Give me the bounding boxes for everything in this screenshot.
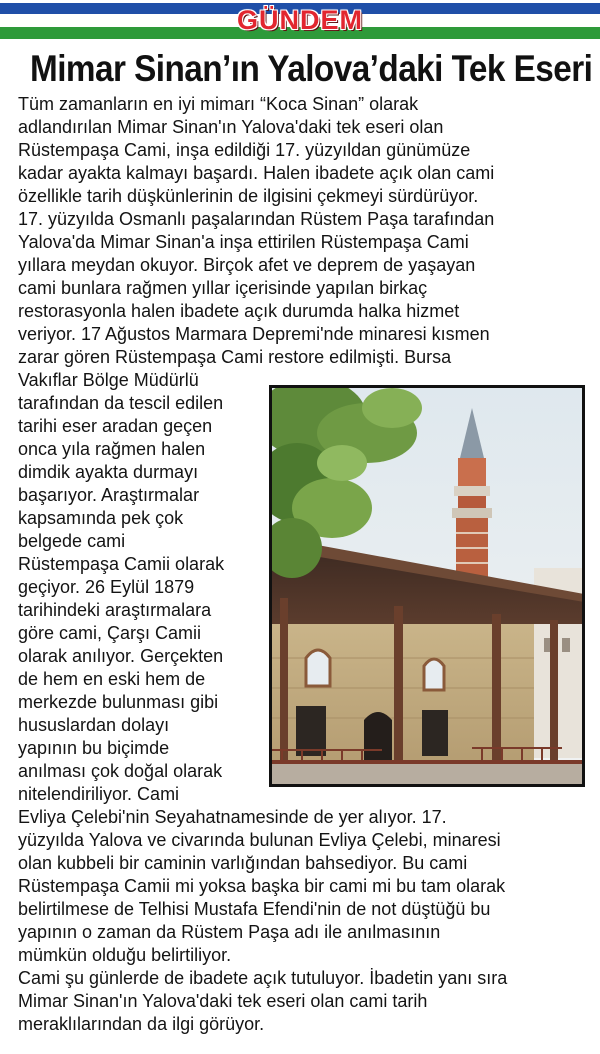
article-line: belirtilmese de Telhisi Mustafa Efendi'nin de not düştüğü bu xyxy=(18,899,491,919)
arched-window xyxy=(424,659,444,690)
mosque-photo xyxy=(269,385,585,787)
article-line: de hem en eski hem de xyxy=(18,669,206,689)
article-line: veriyor. 17 Ağustos Marmara Depremi'nde minaresi kısmen xyxy=(18,324,490,344)
article-title: Mimar Sinan’ın Yalova’daki Tek Eseri xyxy=(30,48,593,89)
article-line: dimdik ayakta durmayı xyxy=(18,462,199,482)
article-line: Mimar Sinan'ın Yalova'daki tek eseri olan cami tarih xyxy=(18,991,428,1011)
article-line: olarak anılıyor. Gerçekten xyxy=(18,646,224,666)
article-line: Yalova'da Mimar Sinan'a inşa ettirilen Rüstempaşa Cami xyxy=(18,232,469,252)
article-line: 17. yüzyılda Osmanlı paşalarından Rüstem Paşa tarafından xyxy=(18,209,495,229)
article-line: restorasyonla halen ibadete açık durumda halka hizmet xyxy=(18,301,460,321)
lower-window xyxy=(422,710,448,756)
ground xyxy=(272,764,582,784)
article-line: Rüstempaşa Camii olarak xyxy=(18,554,225,574)
article-line: merkezde bulunması gibi xyxy=(18,692,219,712)
article-line: zarar gören Rüstempaşa Cami restore edilmişti. Bursa xyxy=(18,347,452,367)
article-line: geçiyor. 26 Eylül 1879 xyxy=(18,577,195,597)
article-line: cami bunlara rağmen yıllar içerisinde yapılan birkaç xyxy=(18,278,428,298)
article-line: hususlardan dolayı xyxy=(18,715,170,735)
article-line: kapsamında pek çok xyxy=(18,508,184,528)
article-line: Tüm zamanların en iyi mimarı “Koca Sinan” olarak xyxy=(18,94,419,114)
section-label: GÜNDEM xyxy=(237,5,363,35)
article-line: meraklılarından da ilgi görüyor. xyxy=(18,1014,265,1034)
mosque-door xyxy=(364,712,392,760)
article-line: anılması çok doğal olarak xyxy=(18,761,223,781)
article-line: tarafından da tescil edilen xyxy=(18,393,224,413)
article-line: belgede cami xyxy=(18,531,126,551)
mosque-illustration xyxy=(272,388,582,784)
article-line: nitelendiriliyor. Cami xyxy=(18,784,180,804)
section-header-band xyxy=(0,0,600,40)
article-line: onca yıla rağmen halen xyxy=(18,439,206,459)
column xyxy=(550,620,558,774)
article-line: göre cami, Çarşı Camii xyxy=(18,623,202,643)
article-line: yıllara meydan okuyor. Birçok afet ve deprem de yaşayan xyxy=(18,255,476,275)
column xyxy=(280,598,288,774)
article-line: Vakıflar Bölge Müdürlü xyxy=(18,370,199,390)
article-line: yapının o zaman da Rüstem Paşa adı ile anılmasının xyxy=(18,922,441,942)
article-line: Rüstempaşa Cami, inşa edildiği 17. yüzyıldan günümüze xyxy=(18,140,471,160)
column xyxy=(492,614,501,774)
article-line: Evliya Çelebi'nin Seyahatnamesinde de yer alıyor. 17. xyxy=(18,807,447,827)
lower-window xyxy=(296,706,326,756)
article-line: başarıyor. Araştırmalar xyxy=(18,485,200,505)
article-line: tarihindeki araştırmalara xyxy=(18,600,212,620)
arched-window xyxy=(306,650,330,686)
article-line: mümkün olduğu belirtiliyor. xyxy=(18,945,232,965)
article-line: adlandırılan Mimar Sinan'ın Yalova'daki tek eseri olan xyxy=(18,117,444,137)
article-line: yapının bu biçimde xyxy=(18,738,170,758)
article-line: Cami şu günlerde de ibadete açık tutuluyor. İbadetin yanı sıra xyxy=(18,968,508,988)
article-line: kadar ayakta kalmayı başardı. Halen ibadete açık olan cami xyxy=(18,163,495,183)
article-line: yüzyılda Yalova ve civarında bulunan Evliya Çelebi, minaresi xyxy=(18,830,501,850)
column xyxy=(394,606,403,774)
article-line: olan kubbeli bir caminin varlığından bahsediyor. Bu cami xyxy=(18,853,468,873)
article-line: özellikle tarih düşkünlerinin de ilgisini çekmeyi sürdürüyor. xyxy=(18,186,479,206)
article-line: tarihi eser aradan geçen xyxy=(18,416,213,436)
article-line: Rüstempaşa Camii mi yoksa başka bir cami mi bu tam olarak xyxy=(18,876,506,896)
